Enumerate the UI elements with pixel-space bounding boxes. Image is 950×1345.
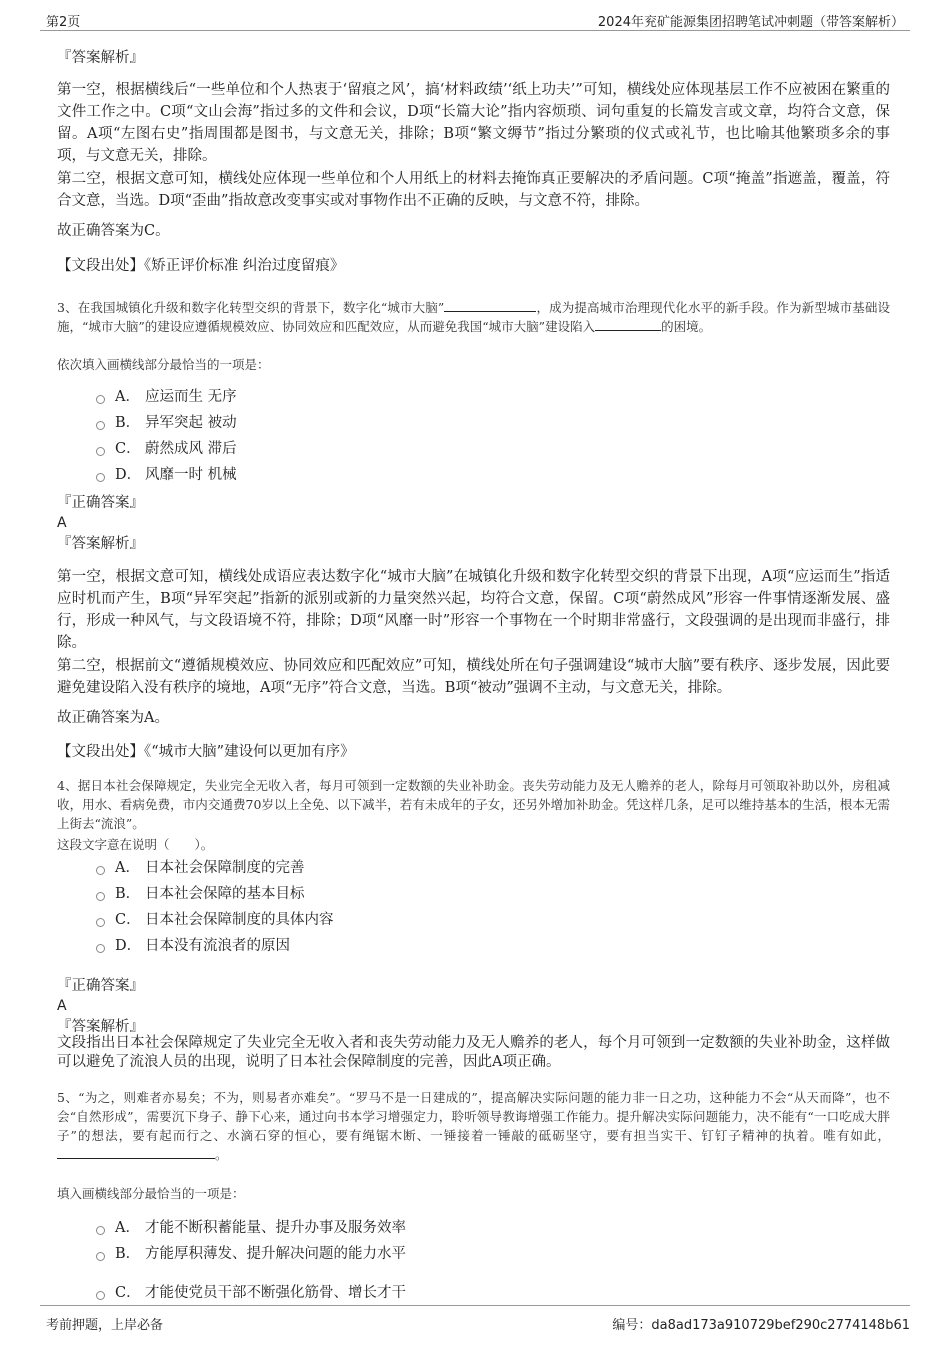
q2-analysis-label: 『答案解析』 bbox=[57, 50, 144, 66]
q4-option-b[interactable]: B． 日本社会保障的基本目标 bbox=[96, 883, 305, 905]
radio-icon[interactable] bbox=[96, 1291, 105, 1300]
q3-prompt: 依次填入画横线部分最恰当的一项是： bbox=[57, 357, 270, 372]
q2-conclusion: 故正确答案为C。 bbox=[57, 223, 170, 239]
q5-option-c[interactable]: C． 才能使党员干部不断强化筋骨、增长才干 bbox=[96, 1282, 406, 1304]
page-footer bbox=[40, 1305, 910, 1336]
q4-correct-answer: A bbox=[57, 998, 67, 1014]
document-id: 编号：da8ad173a910729bef290c2774148b61 bbox=[612, 1318, 910, 1333]
q4-option-d[interactable]: D． 日本没有流浪者的原因 bbox=[96, 935, 290, 957]
radio-icon[interactable] bbox=[96, 473, 105, 482]
q3-source: 【文段出处】《“城市大脑”建设何以更加有序》 bbox=[57, 744, 355, 760]
q5-option-a[interactable]: A． 才能不断积蓄能量、提升办事及服务效率 bbox=[96, 1217, 406, 1239]
q3-blank-1 bbox=[444, 298, 536, 312]
q2-source: 【文段出处】《矫正评价标准 纠治过度留痕》 bbox=[57, 258, 345, 274]
radio-icon[interactable] bbox=[96, 918, 105, 927]
q2-analysis-para1: 第一空，根据横线后“一些单位和个人热衷于‘留痕之风’，搞‘材料政绩’‘纸上功夫’”可知，横线处应体现基层工作不应被困在繁重的文件工作之中。C项“文山会海”指过多的文件和会议，D项“长篇大论”指内容烦琐、词句重复的长篇发言或文章，均符合文意，保留。A项“左图右史”指周围都是图书，与文意无关，排除；B项“繁文缛节”指过分繁琐的仪式或礼节，也比喻其他繁琐多余的事项，与文意无关，排除。 bbox=[57, 82, 890, 164]
q3-conclusion: 故正确答案为A。 bbox=[57, 710, 169, 726]
radio-icon[interactable] bbox=[96, 892, 105, 901]
q5-prompt: 填入画横线部分最恰当的一项是： bbox=[57, 1186, 245, 1201]
q3-analysis-para1: 第一空，根据文意可知，横线处成语应表达数字化“城市大脑”在城镇化升级和数字化转型交织的背景下出现，A项“应运而生”指适应时机而产生，B项“异军突起”指新的派别或新的力量突然兴起，均符合文意，保留。C项“蔚然成风”形容一件事情逐渐发展、盛行，形成一种风气，与文段语境不符，排除；D项“风靡一时”形容一个事物在一个时期非常盛行，文段强调的是出现而非盛行，排除。 bbox=[57, 569, 890, 651]
q4-correct-label: 『正确答案』 bbox=[57, 978, 144, 994]
document-title: 2024年兖矿能源集团招聘笔试冲刺题（带答案解析） bbox=[597, 15, 904, 30]
page-header bbox=[40, 0, 910, 31]
q3-stem: 3、在我国城镇化升级和数字化转型交织的背景下，数字化“城市大脑” ，成为提高城市治理现代化水平的新手段。作为新型城市基础设施，“城市大脑”的建设应遵循规模效应、协同效应和匹配效应，从而避免我国“城市大脑”建设陷入 的困境。 bbox=[57, 300, 890, 334]
radio-icon[interactable] bbox=[96, 1226, 105, 1235]
radio-icon[interactable] bbox=[96, 1252, 105, 1261]
q4-stem: 4、据日本社会保障规定，失业完全无收入者，每月可领到一定数额的失业补助金。丧失劳动能力及无人赡养的老人，除每月可领取补助以外，房租减收，用水、看病免费，市内交通费70岁以上全免、以下减半，若有未成年的子女，还另外增加补助金。凭这样几条，足可以维持基本的生活，根本无需上街去“流浪”。 bbox=[57, 778, 890, 831]
q2-analysis-para2: 第二空，根据文意可知，横线处应体现一些单位和个人用纸上的材料去掩饰真正要解决的矛盾问题。C项“掩盖”指遮盖，覆盖，符合文意，当选。D项“歪曲”指故意改变事实或对事物作出不正确的反映，与文意不符，排除。 bbox=[57, 171, 890, 209]
q5-option-b[interactable]: B． 方能厚积薄发、提升解决问题的能力水平 bbox=[96, 1243, 406, 1265]
q5-stem: 5、“为之，则难者亦易矣；不为，则易者亦难矣”。“罗马不是一日建成的”，提高解决实际问题的能力非一日之功，这种能力不会“从天而降”，也不会“自然形成”，需要沉下身子、静下心来，通过向书本学习增强定力，聆听领导教诲增强工作能力。提升解决实际问题能力，决不能有“一口吃成大胖子”的想法，要有起而行之、水滴石穿的恒心，要有绳锯木断、一锤接着一锤敲的砥砺坚守，要有担当实干、钉钉子精神的执着。唯有如此，。 bbox=[57, 1090, 890, 1162]
q4-prompt: 这段文字意在说明（ ）。 bbox=[57, 837, 214, 852]
q3-option-d[interactable]: D． 风靡一时 机械 bbox=[96, 464, 237, 486]
q3-analysis-label: 『答案解析』 bbox=[57, 536, 144, 552]
q3-option-a[interactable]: A． 应运而生 无序 bbox=[96, 386, 237, 408]
footer-slogan: 考前押题，上岸必备 bbox=[46, 1318, 164, 1333]
q3-correct-answer: A bbox=[57, 515, 67, 531]
q5-blank bbox=[57, 1145, 215, 1159]
q3-correct-label: 『正确答案』 bbox=[57, 495, 144, 511]
q4-analysis: 文段指出日本社会保障规定了失业完全无收入者和丧失劳动能力及无人赡养的老人，每个月可领到一定数额的失业补助金，这样做可以避免了流浪人员的出现，说明了日本社会保障制度的完善，因此A项正确。 bbox=[57, 1035, 890, 1070]
q3-blank-2 bbox=[595, 317, 661, 331]
q4-option-a[interactable]: A． 日本社会保障制度的完善 bbox=[96, 857, 305, 879]
radio-icon[interactable] bbox=[96, 866, 105, 875]
radio-icon[interactable] bbox=[96, 944, 105, 953]
radio-icon[interactable] bbox=[96, 395, 105, 404]
q4-analysis-label: 『答案解析』 bbox=[57, 1019, 144, 1035]
q3-analysis-para2: 第二空，根据前文“遵循规模效应、协同效应和匹配效应”可知，横线处所在句子强调建设“城市大脑”要有秩序、逐步发展，因此要避免建设陷入没有秩序的境地，A项“无序”符合文意，当选。B项“被动”强调不主动，与文意无关，排除。 bbox=[57, 658, 890, 696]
q3-option-b[interactable]: B． 异军突起 被动 bbox=[96, 412, 237, 434]
radio-icon[interactable] bbox=[96, 421, 105, 430]
q4-option-c[interactable]: C． 日本社会保障制度的具体内容 bbox=[96, 909, 334, 931]
radio-icon[interactable] bbox=[96, 447, 105, 456]
q3-option-c[interactable]: C． 蔚然成风 滞后 bbox=[96, 438, 237, 460]
page-number: 第2页 bbox=[46, 15, 81, 30]
